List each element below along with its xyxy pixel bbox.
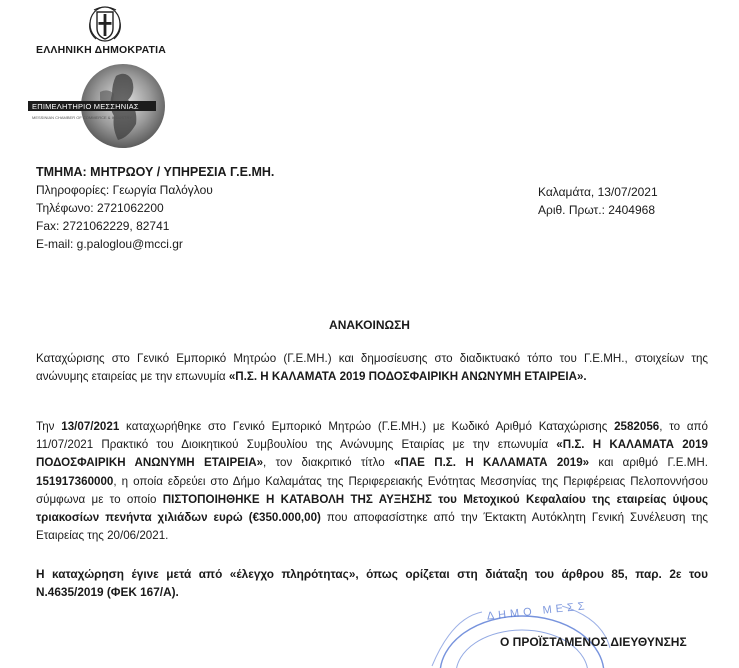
municipal-stamp [412,588,612,668]
announcement-title: ΑΝΑΚΟΙΝΩΣΗ [329,318,410,332]
text: Καταχώρισης στο Γενικό Εμπορικό Μητρώο (Γ.Ε.ΜΗ.) και δημοσίευσης στο διαδικτυακό τόπο του Γ.Ε.ΜΗ., στοιχείων της ανώνυμης εταιρείας με την επωνυμία [36,352,708,384]
gemi-number: 151917360000 [36,474,114,488]
text: , το από 11/07/2021 Πρακτικό του Διοικητικού Συμβουλίου της Ανώνυμης Εταιρίας με την επωνυμία [36,420,708,452]
department: ΤΜΗΜΑ: ΜΗΤΡΩΟΥ / ΥΠΗΡΕΣΙΑ Γ.Ε.ΜΗ. [36,165,275,179]
chamber-logo-text: ΕΠΙΜΕΛΗΤΗΡΙΟ ΜΕΣΣΗΝΙΑΣ [32,102,139,111]
text: Την [36,420,62,433]
registration-date: 13/07/2021 [61,420,120,433]
distinctive-title: «ΠΑΕ Π.Σ. Η ΚΑΛΑΜΑΤΑ 2019» [393,456,590,470]
sender-block [36,163,274,253]
registration-code: 2582056 [614,420,660,433]
information-contact: Πληροφορίες: Γεωργία Παλόγλου [36,183,213,197]
document-meta [538,183,658,219]
chamber-logo [28,62,178,152]
capital-increase: ΠΙΣΤΟΠΟΙΗΘΗΚΕ Η ΚΑΤΑΒΟΛΗ ΤΗΣ ΑΥΞΗΣΗΣ του Μετοχικού Κεφαλαίου της εταιρείας ύψους τριακοσίων πενήντα χιλιάδων ευρώ (€350.000,00) [36,492,709,525]
company-name: «Π.Σ. Η ΚΑΛΑΜΑΤΑ 2019 ΠΟΔΟΣΦΑΙΡΙΚΗ ΑΝΩΝΥΜΗ ΕΤΑΙΡΕΙΑ» [36,438,708,470]
paragraph-subject [36,350,708,386]
republic-header: ΕΛΛΗΝΙΚΗ ΔΗΜΟΚΡΑΤΙΑ [36,44,167,56]
greek-coat-of-arms-icon [86,2,124,44]
phone: Τηλέφωνο: 2721062200 [36,201,164,215]
text: , η οποία εδρεύει στο Δήμο Καλαμάτας της Περιφερειακής Ενότητας Μεσσηνίας της Περιφέρειας Πελοποννήσου σύμφωνα με το οποίο [36,474,708,506]
paragraph-completeness-check: Η καταχώρηση έγινε μετά από «έλεγχο πληρότητας», όπως ορίζεται στη διάταξη του άρθρου 85, παρ. 2ε του Ν.4635/2019 (ΦΕΚ 167/Α). [36,567,708,600]
place-date: Καλαμάτα, 13/07/2021 [538,185,658,199]
chamber-logo-subtext: MESSINIAN CHAMBER OF COMMERCE & INDUSTRY [32,115,132,120]
stamp-text: ΔΗΜΟ ΜΕΣΣ [486,600,590,623]
paragraph-registration [36,418,708,545]
fax: Fax: 2721062229, 82741 [36,219,170,233]
text: , τον διακριτικό τίτλο [263,456,394,470]
company-name: «Π.Σ. Η ΚΑΛΑΜΑΤΑ 2019 ΠΟΔΟΣΦΑΙΡΙΚΗ ΑΝΩΝΥΜΗ ΕΤΑΙΡΕΙΑ». [228,370,587,384]
text: που αποφασίστηκε από την Έκτακτη Αυτόκλητη Γενική Συνέλευση της Εταιρείας της 20/06/2021. [36,511,708,543]
email: E-mail: g.paloglou@mcci.gr [36,237,183,251]
text: και αριθμό Γ.Ε.ΜΗ. [589,456,708,470]
text: καταχωρήθηκε στο Γενικό Εμπορικό Μητρώο (Γ.Ε.ΜΗ.) με Κωδικό Αριθμό Καταχώρισης [119,420,615,433]
protocol-number: Αριθ. Πρωτ.: 2404968 [538,203,655,217]
signatory-title: Ο ΠΡΟΪΣΤΑΜΕΝΟΣ ΔΙΕΥΘΥΝΣΗΣ [500,635,687,649]
